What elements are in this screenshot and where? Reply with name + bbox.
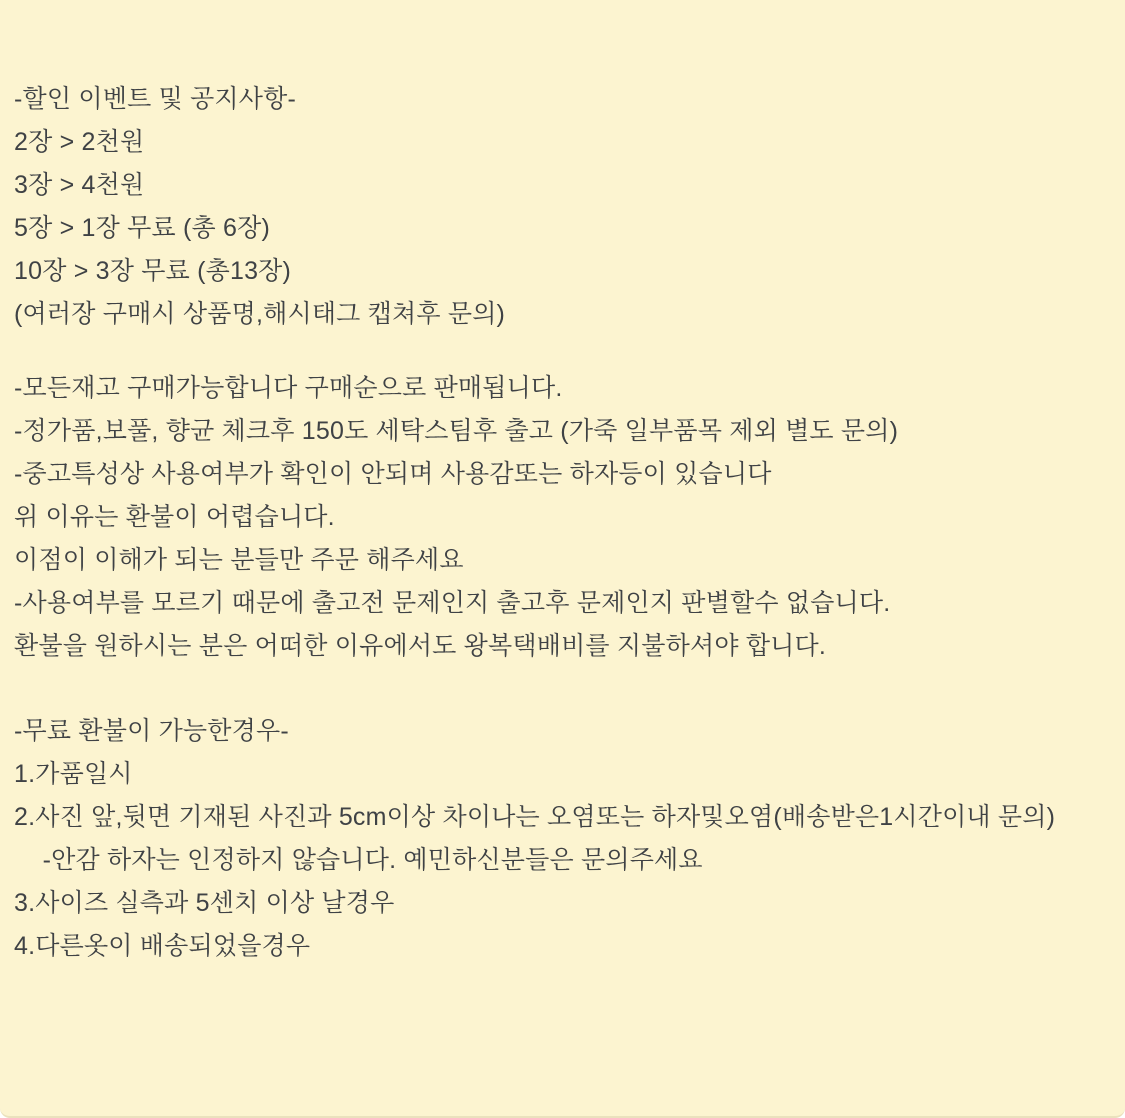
notice-line: -정가품,보풀, 향균 체크후 150도 세탁스팀후 출고 (가죽 일부품목 제외 별도 문의): [14, 417, 899, 445]
notice-line: 위 이유는 환불이 어렵습니다.: [14, 503, 335, 531]
section-divider-gap: [14, 336, 1113, 367]
notice-line: 2장 > 2천원: [14, 128, 145, 156]
notice-title: -할인 이벤트 및 공지사항-: [14, 85, 296, 113]
notice-line: -중고특성상 사용여부가 확인이 안되며 사용감또는 하자등이 있습니다: [14, 460, 772, 488]
section-free-refund-cases: [14, 710, 1113, 968]
notice-line: 4.다른옷이 배송되었을경우: [14, 932, 311, 960]
notice-line: 3.사이즈 실측과 5센치 이상 날경우: [14, 889, 395, 917]
notice-line: 환불을 원하시는 분은 어떠한 이유에서도 왕복택배비를 지불하셔야 합니다.: [14, 632, 827, 660]
notice-line: -사용여부를 모르기 때문에 출고전 문제인지 출고후 문제인지 판별할수 없습니다.: [14, 589, 891, 617]
notice-line: -모든재고 구매가능합니다 구매순으로 판매됩니다.: [14, 374, 563, 402]
notice-line: 1.가품일시: [14, 760, 133, 788]
section-discount-event: [14, 78, 1113, 336]
notice-line: 이점이 이해가 되는 분들만 주문 해주세요: [14, 546, 464, 574]
notice-subtitle: -무료 환불이 가능한경우-: [14, 717, 289, 745]
notice-line: 3장 > 4천원: [14, 171, 145, 199]
notice-line: 10장 > 3장 무료 (총13장): [14, 257, 292, 285]
section-purchase-refund-policy: [14, 367, 1113, 668]
notice-line: 5장 > 1장 무료 (총 6장): [14, 214, 270, 242]
notice-line-indented: -안감 하자는 인정하지 않습니다. 예민하신분들은 문의주세요: [14, 846, 703, 874]
notice-line: 2.사진 앞,뒷면 기재된 사진과 5cm이상 차이나는 오염또는 하자및오염(배송받은1시간이내 문의): [14, 803, 1056, 831]
notice-line: (여러장 구매시 상품명,해시태그 캡쳐후 문의): [14, 300, 506, 328]
section-divider-gap: [14, 668, 1113, 710]
